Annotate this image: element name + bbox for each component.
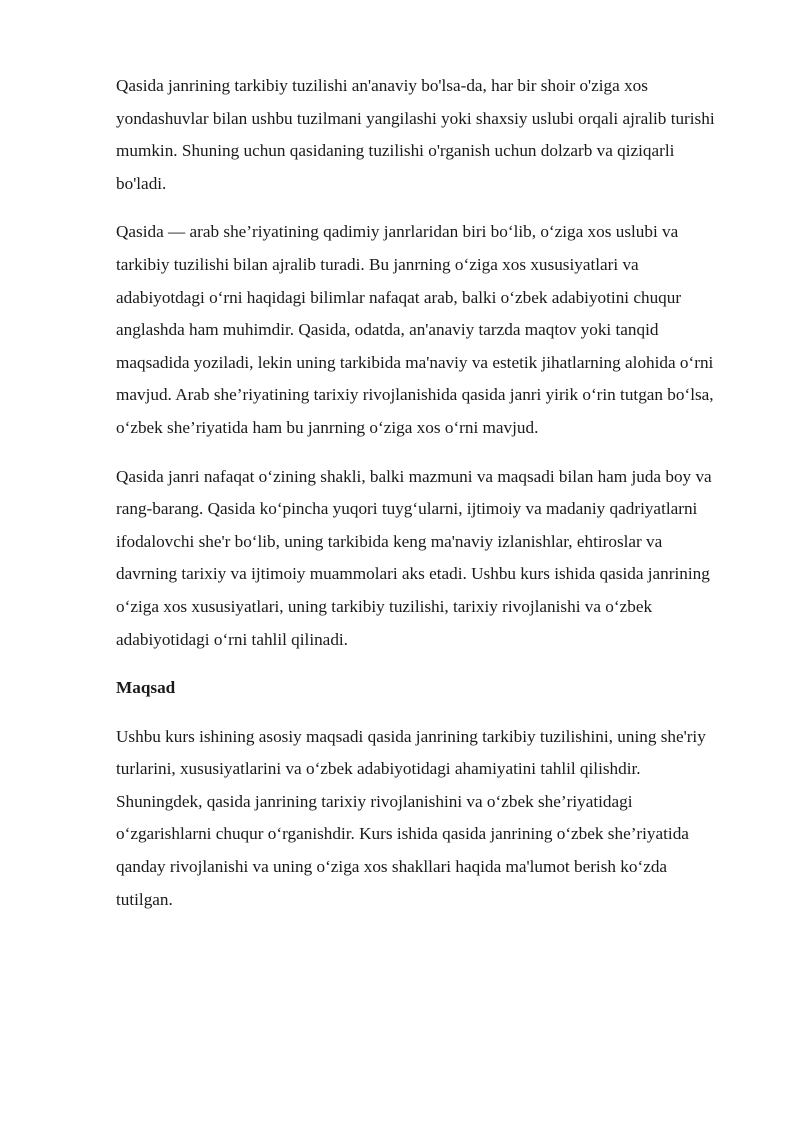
paragraph-intro-1: Qasida janrining tarkibiy tuzilishi an'anaviy bo'lsa-da, har bir shoir o'ziga xos yondashuvlar bilan ushbu tuzilmani yangilashi yoki shaxsiy uslubi orqali ajralib turishi mumkin. Shuning uchun qasidaning tuzilishi o'rganish uchun dolzarb va qiziqarli bo'ladi.	[116, 76, 715, 193]
section-heading: Maqsad	[116, 678, 176, 698]
paragraph-intro-3: Qasida janri nafaqat o‘zining shakli, balki mazmuni va maqsadi bilan ham juda boy va rang-barang. Qasida ko‘pincha yuqori tuyg‘ularni, ijtimoiy va madaniy qadriyatlarni ifodalovchi she'r bo‘lib, uning tarkibida keng ma'naviy izlanishlar, ehtiroslar va davrning tarixiy va ijtimoiy muammolari aks etadi. Ushbu kurs ishida qasida janrining o‘ziga xos xususiyatlari, uning tarkibiy tuzilishi, tarixiy rivojlanishi va o‘zbek adabiyotidagi o‘rni tahlil qilinadi.	[116, 466, 712, 649]
document-body	[116, 70, 716, 932]
paragraph-goal: Ushbu kurs ishining asosiy maqsadi qasida janrining tarkibiy tuzilishini, uning she'riy turlarini, xususiyatlarini va o‘zbek adabiyotidagi ahamiyatini tahlil qilishdir. Shuningdek, qasida janrining tarixiy rivojlanishini va o‘zbek she’riyatidagi o‘zgarishlarni chuqur o‘rganishdir. Kurs ishida qasida janrining o‘zbek she’riyatida qanday rivojlanishi va uning o‘ziga xos shakllari haqida ma'lumot berish ko‘zda tutilgan.	[116, 726, 706, 909]
paragraph-intro-2: Qasida — arab she’riyatining qadimiy janrlaridan biri bo‘lib, o‘ziga xos uslubi va tarkibiy tuzilishi bilan ajralib turadi. Bu janrning o‘ziga xos xususiyatlari va adabiyotdagi o‘rni haqidagi bilimlar nafaqat arab, balki o‘zbek adabiyotini chuqur anglashda ham muhimdir. Qasida, odatda, an'anaviy tarzda maqtov yoki tanqid maqsadida yoziladi, lekin uning tarkibida ma'naviy va estetik jihatlarning alohida o‘rni mavjud. Arab she’riyatining tarixiy rivojlanishida qasida janri yirik o‘rin tutgan bo‘lsa, o‘zbek she’riyatida ham bu janrning o‘ziga xos o‘rni mavjud.	[116, 222, 714, 437]
